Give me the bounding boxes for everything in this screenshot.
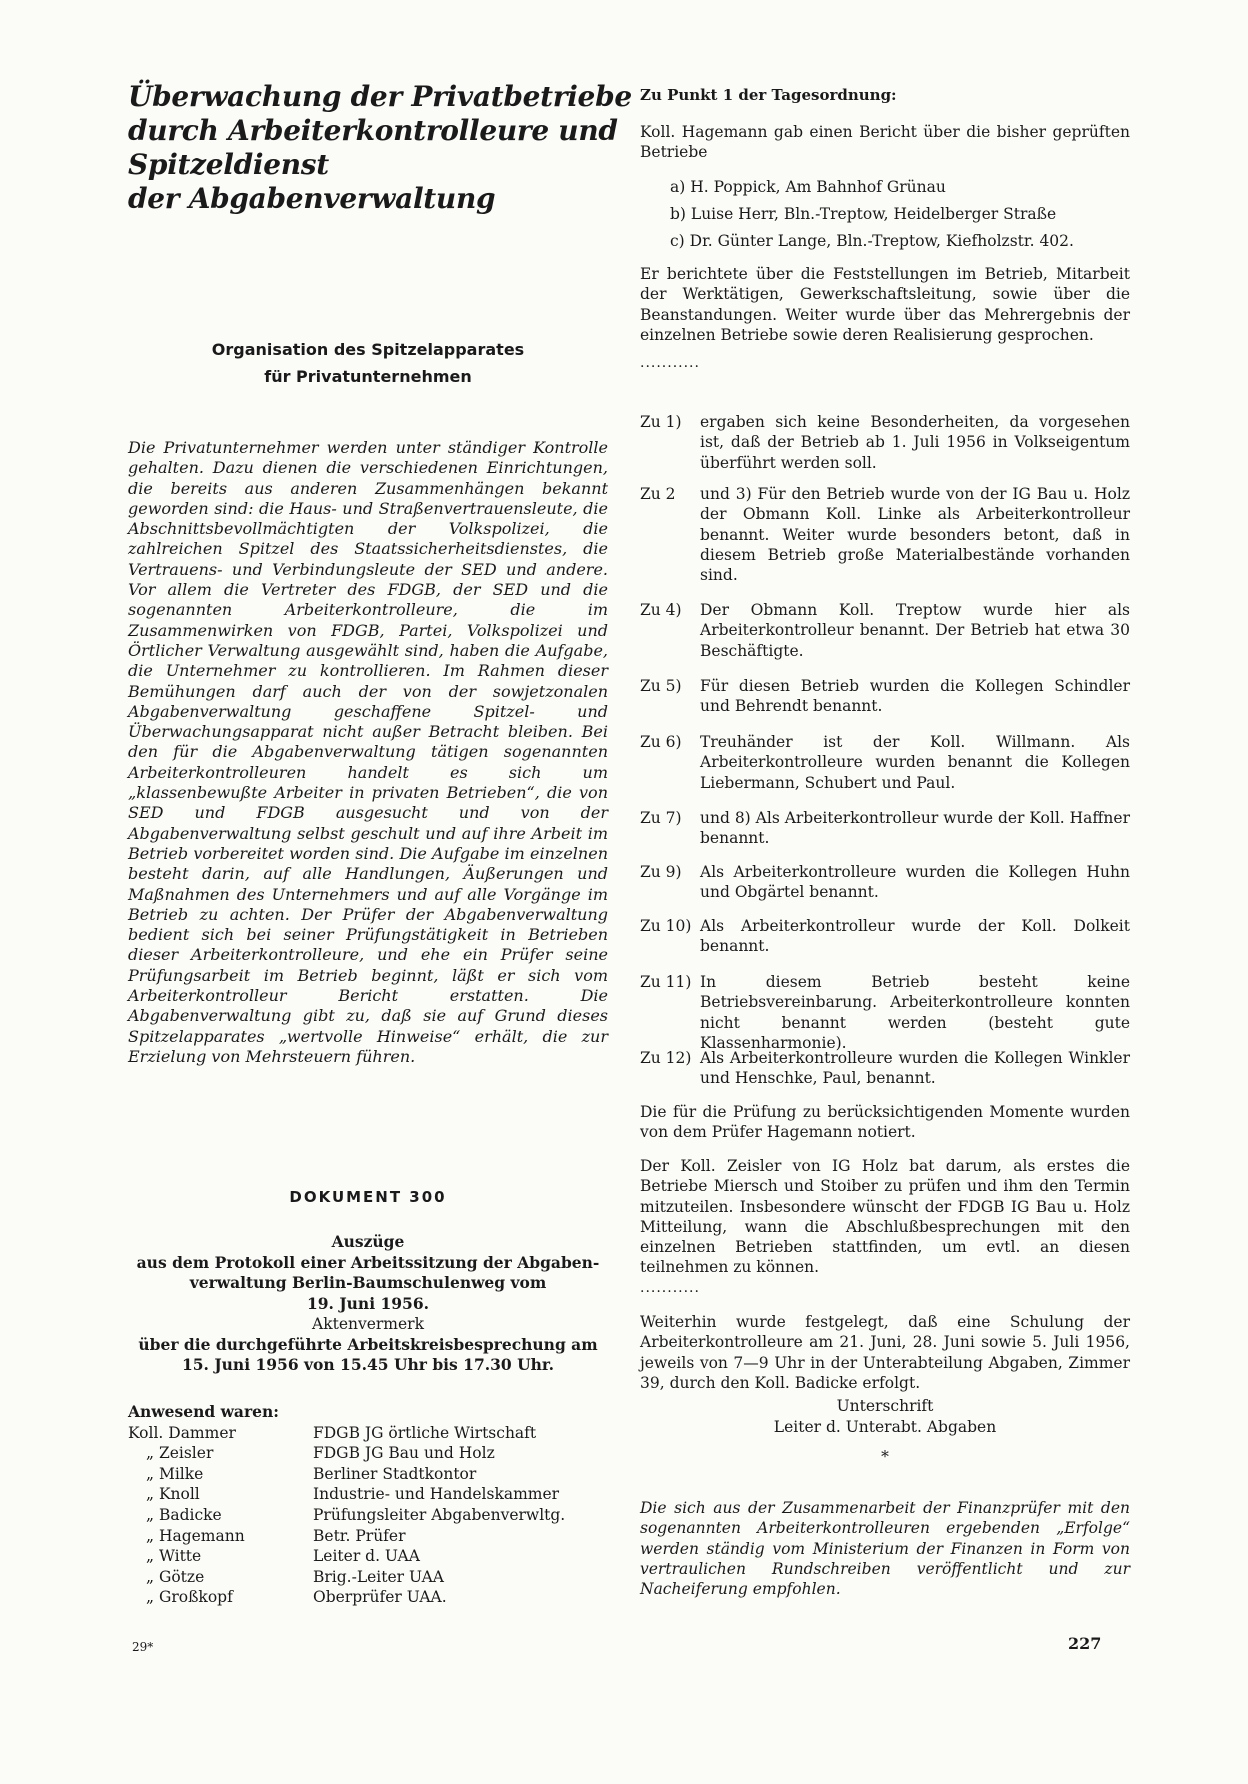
agenda-item-text: und 3) Für den Betrieb wurde von der IG Bau u. Holz der Obmann Koll. Linke als Arbeiterkontrolleur benannt. Weiter wurde besonders betont, daß in diesem Betrieb große Materialbestände vorhanden sind. (700, 485, 1130, 585)
attendee-name: Koll. Dammer (128, 1423, 236, 1442)
agenda-item-text: Für diesen Betrieb wurden die Kollegen Schindler und Behrendt benannt. (700, 677, 1130, 716)
agenda-item-key: Zu 11) (640, 973, 692, 991)
attendee-row (128, 1443, 565, 1464)
agenda-item (640, 732, 1130, 793)
agenda-item-key: Zu 1) (640, 413, 682, 431)
attendee-name: „ Hagemann (146, 1526, 245, 1545)
attendee-row (128, 1587, 565, 1608)
agenda-item (640, 1048, 1130, 1089)
agenda-item-key: Zu 5) (640, 677, 682, 695)
attendee-org: FDGB JG örtliche Wirtschaft (313, 1423, 537, 1442)
agenda-item-text: ergaben sich keine Besonderheiten, da vorgesehen ist, daß der Betrieb ab 1. Juli 1956 in Volkseigentum überführt werden soll. (700, 413, 1130, 472)
attendee-name: „ Großkopf (146, 1588, 233, 1607)
zeisler-section (640, 1156, 1130, 1298)
agenda-item-text: Als Arbeiterkontrolleure wurden die Kollegen Winkler und Henschke, Paul, benannt. (700, 1049, 1130, 1088)
title-line: durch Arbeiterkontrolleure und (128, 114, 618, 147)
agenda-item-key: Zu 4) (640, 601, 682, 619)
attendee-name: „ Zeisler (146, 1444, 214, 1463)
memo-label: Aktenvermerk (312, 1315, 424, 1333)
article-title (128, 80, 632, 216)
attendee-org: Brig.-Leiter UAA (313, 1567, 444, 1586)
intro-paragraph: Die Privatunternehmer werden unter ständiger Kontrolle gehalten. Dazu dienen die verschiedenen Einrichtungen, die bereits aus anderen Zusammenhängen bekannt geworden sind: die Haus- und Straßenvertrauensleute, die Abschnittsbevollmächtigten der Volkspolizei, die zahlreichen Spitzel des Staatssicherheitsdienstes, die Vertrauens- und Verbindungsleute der SED und andere. Vor allem die Vertreter des FDGB, der SED und die sogenannten Arbeiterkontrolleure, die im Zusammenwirken von FDGB, Partei, Volkspolizei und Örtlicher Verwaltung ausgewählt sind, haben die Aufgabe, die Unternehmer zu kontrollieren. Im Rahmen dieser Bemühungen darf auch der von der sowjetzonalen Abgabenverwaltung geschaffene Spitzel- und Überwachungsapparat nicht außer Betracht bleiben. Bei den für die Abgabenverwaltung tätigen sogenannten Arbeiterkontrolleuren handelt es sich um „klassenbewußte Arbeiter in privaten Betrieben“, die von SED und FDGB ausgesucht und von der Abgabenverwaltung selbst geschult und auf ihre Arbeit im Betrieb vorbereitet worden sind. Die Aufgabe im einzelnen besteht darin, auf alle Handlungen, Äußerungen und Maßnahmen des Unternehmers und auf alle Vorgänge im Betrieb zu achten. Der Prüfer der Abgabenverwaltung bedient sich bei seiner Prüfungstätigkeit in Betrieben dieser Arbeiterkontrolleure, und ehe ein Prüfer seine Prüfungsarbeit im Betrieb beginnt, läßt er sich vom Arbeiterkontrolleur Bericht erstatten. Die Abgabenverwaltung gibt zu, daß sie auf Grund dieses Spitzelapparates „wertvolle Hinweise“ erhält, die zur Erzielung von Mehrsteuern führen. (128, 438, 608, 1066)
attendee-name: „ Knoll (146, 1485, 200, 1504)
agenda-item (640, 972, 1130, 1053)
agenda-item-key: Zu 6) (640, 733, 682, 751)
attendee-row (128, 1526, 565, 1547)
attendee-row (128, 1505, 565, 1526)
attendee-name: „ Badicke (146, 1505, 222, 1524)
memo-line: 15. Juni 1956 von 15.45 Uhr bis 17.30 Uhr. (181, 1355, 555, 1374)
training-paragraph: Weiterhin wurde festgelegt, daß eine Schulung der Arbeiterkontrolleure am 21. Juni, 28. Juni sowie 5. Juli 1956, jeweils von 7—9 Uhr in der Unterabteilung Abgaben, Zimmer 39, durch den Koll. Badicke erfolgt. (640, 1313, 1130, 1392)
section-subheading (128, 336, 608, 390)
report-intro: Koll. Hagemann gab einen Bericht über die bisher geprüften Betriebe (640, 123, 1130, 162)
page-number: 227 (1068, 1634, 1102, 1653)
attendee-name: „ Götze (146, 1567, 205, 1586)
agenda-item-text: Der Obmann Koll. Treptow wurde hier als Arbeiterkontrolleur benannt. Der Betrieb hat etwa 30 Beschäftigte. (700, 601, 1130, 660)
excerpt-date: 19. Juni 1956. (306, 1293, 430, 1313)
signature-block (640, 1396, 1130, 1468)
attendee-row (128, 1484, 565, 1505)
firm-item: c) Dr. Günter Lange, Bln.-Treptow, Kiefholzstr. 402. (670, 232, 1074, 250)
asterisk-divider: * (881, 1448, 889, 1466)
attendee-org: Industrie- und Handelskammer (313, 1485, 560, 1504)
attendee-row (128, 1423, 565, 1444)
signature-label: Unterschrift (836, 1397, 934, 1415)
agenda-item-key: Zu 7) (640, 809, 682, 827)
agenda-item (640, 676, 1130, 717)
attendee-row (128, 1567, 565, 1588)
attendee-name: „ Witte (146, 1547, 202, 1566)
attendees-table (128, 1423, 565, 1608)
document-number: DOKUMENT 300 (289, 1188, 447, 1206)
firm-list (670, 174, 1130, 255)
agenda-item (640, 412, 1130, 473)
attendee-org: Oberprüfer UAA. (313, 1588, 447, 1607)
agenda-item-text: Als Arbeiterkontrolleure wurden die Kollegen Huhn und Obgärtel benannt. (700, 863, 1130, 902)
excerpt-line: aus dem Protokoll einer Arbeitssitzung der Abgaben- (136, 1252, 600, 1272)
agenda-item-key: Zu 2 (640, 485, 676, 503)
subheading-line: für Privatunternehmen (264, 367, 472, 386)
memo-line: über die durchgeführte Arbeitskreisbesprechung am (138, 1334, 598, 1354)
report-summary-text: Er berichtete über die Feststellungen im Betrieb, Mitarbeit der Werktätigen, Gewerkschaftsleitung, sowie über die Beanstandungen. Weiter wurde über das Mehrergebnis der einzelnen Betriebe sowie deren Realisierung gesprochen. (640, 265, 1130, 344)
attendee-org: Betr. Prüfer (313, 1526, 406, 1545)
moments-paragraph: Die für die Prüfung zu berücksichtigenden Momente wurden von dem Prüfer Hagemann notiert. (640, 1103, 1130, 1142)
agenda-item-text: und 8) Als Arbeiterkontrolleur wurde der Koll. Haffner benannt. (700, 809, 1130, 848)
attendee-row (128, 1464, 565, 1485)
firm-item: a) H. Poppick, Am Bahnhof Grünau (670, 178, 946, 196)
agenda-item-key: Zu 9) (640, 863, 682, 881)
title-line: Überwachung der Privatbetriebe (128, 80, 632, 113)
excerpt-header (128, 1232, 608, 1376)
signature-title: Leiter d. Unterabt. Abgaben (773, 1417, 997, 1436)
agenda-item-text: Treuhänder ist der Koll. Willmann. Als Arbeiterkontrolleure wurden benannt die Kollegen Liebermann, Schubert und Paul. (700, 733, 1130, 792)
ellipsis: ........... (640, 1279, 700, 1296)
attendee-org: FDGB JG Bau und Holz (313, 1444, 495, 1463)
attendees-label: Anwesend waren: (128, 1402, 279, 1421)
agenda-item (640, 916, 1130, 957)
attendee-org: Berliner Stadtkontor (313, 1464, 477, 1483)
attendee-org: Prüfungsleiter Abgabenverwltg. (313, 1505, 566, 1524)
report-summary (640, 264, 1130, 373)
firm-item: b) Luise Herr, Bln.-Treptow, Heidelberger Straße (670, 205, 1057, 223)
ellipsis: ........... (640, 355, 700, 372)
excerpt-line: verwaltung Berlin-Baumschulenweg vom (189, 1273, 547, 1292)
attendee-org: Leiter d. UAA (313, 1547, 420, 1566)
agenda-item (640, 862, 1130, 903)
agenda-item (640, 484, 1130, 585)
subheading-line: Organisation des Spitzelapparates (211, 340, 525, 359)
attendee-name: „ Milke (146, 1464, 204, 1483)
signature-mark: 29* (132, 1640, 154, 1654)
attendee-row (128, 1546, 565, 1567)
agenda-heading: Zu Punkt 1 der Tagesordnung: (640, 86, 897, 104)
agenda-item (640, 600, 1130, 661)
agenda-item (640, 808, 1130, 849)
closing-note: Die sich aus der Zusammenarbeit der Finanzprüfer mit den sogenannten Arbeiterkontrolleuren ergebenden „Erfolge“ werden ständig vom Ministerium der Finanzen in Form von vertraulichen Rundschreiben veröffentlicht und zur Nacheiferung empfohlen. (640, 1499, 1130, 1599)
agenda-item-text: Als Arbeiterkontrolleur wurde der Koll. Dolkeit benannt. (700, 917, 1130, 956)
agenda-item-key: Zu 12) (640, 1049, 692, 1067)
excerpt-label: Auszüge (331, 1232, 405, 1251)
title-line: der Abgabenverwaltung (128, 182, 496, 215)
attendees-section (128, 1402, 608, 1608)
agenda-item-text: In diesem Betrieb besteht keine Betriebsvereinbarung. Arbeiterkontrolleure konnten nicht benannt werden (besteht gute Klassenharmonie). (700, 973, 1130, 1052)
agenda-item-key: Zu 10) (640, 917, 692, 935)
title-line: Spitzeldienst (128, 148, 329, 181)
zeisler-paragraph: Der Koll. Zeisler von IG Holz bat darum, als erstes die Betriebe Miersch und Stoiber zu prüfen und ihm den Termin mitzuteilen. Insbesondere wünscht der FDGB IG Bau u. Holz Mitteilung, wann die Abschlußbesprechungen mit den einzelnen Betrieben stattfinden, um evtl. an diesen teilnehmen zu können. (640, 1157, 1130, 1277)
